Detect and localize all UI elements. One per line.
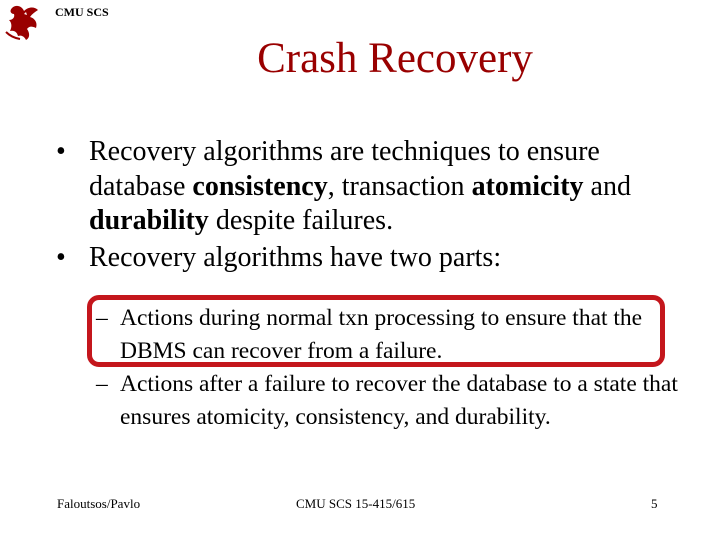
bullet-text: Recovery algorithms have two parts:	[89, 241, 502, 273]
bullet-list	[56, 135, 696, 277]
header-label: CMU SCS	[55, 5, 109, 19]
bullet-text: Recovery algorithms are techniques to ensure database consistency, transaction atomicity and durability despite failures.	[89, 136, 631, 236]
slide-title: Crash Recovery	[257, 35, 533, 82]
bullet-dot-icon: •	[56, 241, 66, 273]
footer-authors: Faloutsos/Pavlo	[57, 496, 141, 511]
bullet-dot-icon: •	[56, 136, 66, 167]
highlight-box	[87, 295, 665, 367]
sub-bullet-text: Actions after a failure to recover the database to a state that ensures atomicity, consistency, and durability.	[120, 371, 678, 430]
bullet-item-2	[56, 241, 696, 276]
dash-marker: –	[96, 371, 108, 397]
dash-marker: –	[96, 305, 108, 331]
footer-page-number: 5	[651, 496, 658, 511]
sub-bullet-item-2	[96, 368, 696, 434]
bullet-item-1	[56, 135, 696, 239]
footer-course: CMU SCS 15-415/615	[296, 496, 416, 511]
sub-bullet-text: Actions during normal txn processing to ensure that the DBMS can recover from a failure.	[120, 305, 643, 364]
